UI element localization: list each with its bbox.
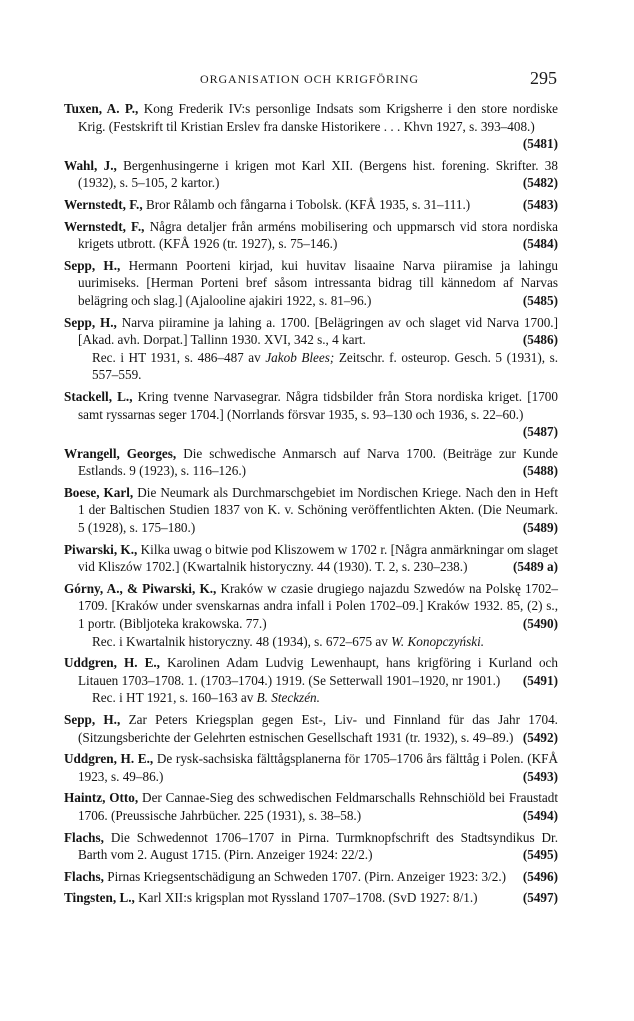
entry-text: Karl XII:s krigsplan mot Ryssland 1707–1708. (SvD 1927: 8/1.) — [138, 890, 478, 906]
entry-number: (5487) — [522, 424, 558, 440]
running-title: ORGANISATION OCH KRIGFÖRING — [200, 72, 419, 86]
entry-text: Några detaljer från arméns mobilisering och uppmarsch vid stora nordiska krigets utbrott. (KFÅ 1926 (tr. 1927), s. 75–146.) — [78, 218, 559, 252]
entry-number: (5486) — [522, 332, 558, 348]
entry-text: Kraków w czasie drugiego najazdu Szwedów na Polskę 1702–1709. [Kraków under svenskarnas andra infall i Polen 1702–09.] Kraków 1932. 85, (2) s., 1 portr. (Bibljoteka krakowska. 77.) — [78, 580, 559, 632]
review-author: B. Steckzén. — [256, 690, 320, 706]
entry-text: Zar Peters Kriegsplan gegen Est-, Liv- und Finnland für das Jahr 1704. (Sitzungsberichte der Gelehrten estnischen Gesellschaft 1931 (tr. 1932), s. 49–89.) — [78, 712, 558, 745]
entry-text: Pirnas Kriegsentschädigung an Schweden 1707. (Pirn. Anzeiger 1923: 3/2.) — [107, 868, 507, 884]
entry-text: Kring tvenne Narvasegrar. Några tidsbilder från Stora nordiska kriget. [1700 samt ryssarnas seger 1704.] (Norrlands försvar 1935, s. 93–130 och 1936, s. 22–60.) — [78, 388, 558, 422]
review-text: Rec. i HT 1921, s. 160–163 av — [92, 690, 257, 706]
entry-author: Wernstedt, F., — [64, 196, 143, 212]
entry-author: Piwarski, K., — [64, 541, 138, 557]
entry-number: (5489) — [522, 520, 558, 536]
bibliography-entry — [64, 789, 558, 824]
bibliography-entry — [64, 196, 558, 214]
entry-number: (5482) — [522, 175, 558, 191]
entry-text: Bergenhusingerne i krigen mot Karl XII. (Bergens hist. forening. Skrifter. 38 (1932), s. 5–105, 2 kartor.) — [78, 157, 558, 191]
bibliography-entry — [64, 750, 558, 785]
entry-text: Hermann Poorteni kirjad, kui huvitav lisaaine Narva piiramise ja lahingu uurimiseks. [Herman Porteni bref såsom intressanta bidrag till kännedom af Narvas belägring och slag.] (Ajalooline ajakiri 1922, s. 81–96.) — [78, 257, 559, 308]
bibliography-list — [64, 100, 558, 911]
entry-author: Wrangell, Georges, — [64, 445, 177, 461]
review-note — [78, 349, 558, 384]
bibliography-entry — [64, 654, 558, 707]
entry-number: (5492) — [522, 729, 558, 745]
bibliography-entry — [64, 580, 558, 650]
entry-author: Uddgren, H. E., — [64, 751, 154, 767]
page-number: 295 — [530, 68, 557, 88]
entry-text: Kilka uwag o bitwie pod Kliszowem w 1702 r. [Några anmärkningar om slaget vid Kliszów 1702.] (Kwartalnik historyczny. 44 (1930). T. 2, s. 230–238.) — [78, 541, 559, 575]
entry-text: De rysk-sachsiska fälttågsplanerna för 1705–1706 års fälttåg i Polen. (KFÅ 1923, s. 49–86.) — [78, 751, 558, 784]
entry-number: (5483) — [522, 196, 558, 212]
entry-number: (5484) — [522, 236, 558, 252]
entry-text: Die schwedische Anmarsch auf Narva 1700. (Beiträge zur Kunde Estlands. 9 (1923), s. 116–126.) — [78, 445, 558, 479]
entry-number: (5496) — [522, 868, 558, 884]
entry-number: (5495) — [522, 847, 558, 863]
entry-author: Stackell, L., — [64, 388, 133, 404]
bibliography-entry — [64, 868, 558, 886]
entry-author: Sepp, H., — [64, 314, 117, 330]
bibliography-entry — [64, 889, 558, 907]
bibliography-entry — [64, 829, 558, 864]
entry-author: Uddgren, H. E., — [64, 655, 160, 671]
review-text: Rec. i Kwartalnik historyczny. 48 (1934), s. 672–675 av — [92, 633, 392, 649]
entry-number: (5481) — [522, 136, 558, 152]
entry-text: Der Cannae-Sieg des schwedischen Feldmarschalls Rehnschiöld bei Fraustadt 1706. (Preussische Jahrbücher. 225 (1931), s. 38–58.) — [78, 790, 558, 823]
review-note — [78, 689, 558, 707]
bibliography-entry — [64, 388, 558, 441]
bibliography-entry — [64, 100, 558, 153]
entry-text: Kong Frederik IV:s personlige Indsats som Krigsherre i den store nordiske Krig. (Festskrift til Kristian Erslev fra danske Historikere . . . Khvn 1927, s. 393–408.) — [78, 101, 559, 134]
entry-number: (5494) — [522, 807, 558, 823]
review-author: Jakob Blees; — [265, 349, 335, 365]
entry-number: (5491) — [522, 672, 558, 688]
bibliography-entry — [64, 711, 558, 746]
entry-text: Die Schwedennot 1706–1707 in Pirna. Turmknopfschrift des Stadtsyndikus Dr. Barth vom 2. August 1715. (Pirn. Anzeiger 1924: 22/2.) — [78, 829, 558, 863]
entry-text: Die Neumark als Durchmarschgebiet im Nordischen Kriege. Nach den in Heft 1 der Baltischen Studien 1837 von K. v. Schöning veröffentlichten Akten. (Die Neumark. 5 (1928), s. 175–180.) — [78, 484, 558, 536]
bibliography-entry — [64, 218, 558, 253]
review-text: Rec. i HT 1931, s. 486–487 av — [92, 349, 266, 365]
bibliography-entry — [64, 541, 558, 576]
entry-author: Haintz, Otto, — [64, 790, 139, 806]
review-text-tail: Zeitschr. f. osteurop. Gesch. 5 (1931), s. 557–559. — [92, 349, 558, 383]
entry-number: (5493) — [522, 768, 558, 784]
bibliography-entry — [64, 157, 558, 192]
entry-author: Sepp, H., — [64, 257, 121, 273]
bibliography-entry — [64, 484, 558, 537]
bibliography-entry — [64, 314, 558, 384]
entry-author: Sepp, H., — [64, 712, 121, 727]
entry-text: Bror Rålamb och fångarna i Tobolsk. (KFÅ 1935, s. 31–111.) — [145, 196, 471, 212]
entry-number: (5485) — [522, 292, 558, 308]
entry-author: Tuxen, A. P., — [64, 101, 139, 116]
entry-author: Wahl, J., — [64, 157, 117, 173]
entry-text: Karolinen Adam Ludvig Lewenhaupt, hans krigföring i Kurland och Litauen 1703–1708. 1. (1703–1704.) 1919. (Se Setterwall 1901–1920, nr 1901.) — [78, 655, 558, 688]
entry-author: Boese, Karl, — [64, 484, 134, 500]
entry-number: (5497) — [522, 890, 558, 906]
entry-author: Flachs, — [64, 868, 104, 884]
entry-author: Górny, A., & Piwarski, K., — [64, 580, 217, 596]
review-note — [78, 633, 558, 651]
entry-number: (5488) — [522, 463, 558, 479]
entry-author: Tingsten, L., — [64, 890, 135, 906]
entry-text: Narva piiramine ja lahing a. 1700. [Belägringen av och slaget vid Narva 1700.] [Akad. avh. Dorpat.] Tallinn 1930. XVI, 342 s., 4 kart. — [78, 314, 558, 348]
bibliography-entry — [64, 445, 558, 480]
entry-author: Flachs, — [64, 829, 104, 845]
entry-number: (5490) — [522, 616, 558, 632]
bibliography-entry — [64, 257, 558, 310]
entry-author: Wernstedt, F., — [64, 218, 145, 234]
entry-number: (5489 a) — [512, 559, 558, 575]
review-author: W. Konopczyński. — [391, 633, 485, 649]
